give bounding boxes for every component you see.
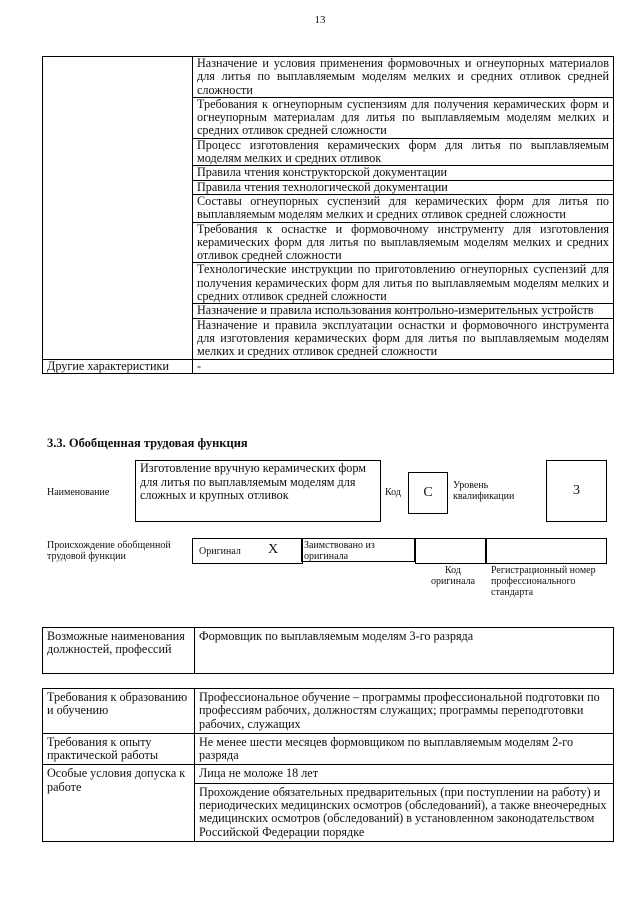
table-cell: Технологические инструкции по приготовлению огнеупорных суспензий для получения керамических форм для литья по выплавляемым моделям мелких и средних отливок средней сложности — [193, 263, 614, 304]
borrowed-box: Заимствовано из оригинала — [301, 538, 415, 562]
table-cell: Правила чтения технологической документации — [193, 180, 614, 194]
access-value-medical: Прохождение обязательных предварительных (при поступлении на работу) и периодических медицинских осмотров (обследований), а также внеочередных медицинских осмотров (обследований) в установленном законодательством Российской Федерации порядке — [195, 783, 614, 841]
positions-table — [42, 627, 614, 674]
table-cell: Назначение и условия применения формовочных и огнеупорных материалов для литья по выплавляемым моделям мелких и средних отливок средней сложности — [193, 57, 614, 98]
origin-label: Происхождение обобщенной трудовой функции — [47, 540, 171, 562]
name-label: Наименование — [47, 487, 110, 498]
original-mark: X — [268, 542, 279, 557]
table-cell: Правила чтения конструкторской документации — [193, 166, 614, 180]
requirements-table — [42, 688, 614, 842]
original-label: Оригинал — [199, 546, 241, 557]
page-number: 13 — [314, 14, 326, 26]
table-cell: Назначение и правила использования контрольно-измерительных устройств — [193, 304, 614, 318]
section-title: 3.3. Обобщенная трудовая функция — [47, 436, 248, 450]
other-characteristics-label: Другие характеристики — [43, 359, 193, 373]
code-value-box: C — [408, 472, 448, 514]
table-row — [43, 57, 614, 98]
education-value: Профессиональное обучение – программы профессиональной подготовки по профессиям рабочих, должностям служащих; программы переподготовки рабочих, служащих — [195, 689, 614, 734]
table-row — [43, 765, 614, 783]
experience-label: Требования к опыту практической работы — [43, 733, 195, 765]
code-label: Код — [385, 487, 401, 498]
registration-number-box — [485, 538, 607, 564]
table-row — [43, 689, 614, 734]
positions-value: Формовщик по выплавляемым моделям 3-го разряда — [195, 628, 614, 674]
table-row — [43, 359, 614, 373]
access-label: Особые условия допуска к работе — [43, 765, 195, 841]
table-cell: Назначение и правила эксплуатации оснастки и формовочного инструмента для изготовления керамических форм для литья по выплавляемым моделям мелких и средних отливок средней сложности — [193, 318, 614, 359]
table-row — [43, 733, 614, 765]
access-value-age: Лица не моложе 18 лет — [195, 765, 614, 783]
level-value-box: 3 — [546, 460, 607, 522]
experience-value: Не менее шести месяцев формовщиком по выплавляемым моделям 2-го разряда — [195, 733, 614, 765]
positions-label: Возможные наименования должностей, профессий — [43, 628, 195, 674]
registration-caption: Регистрационный номер профессионального стандарта — [491, 565, 596, 598]
table-cell: Составы огнеупорных суспензий для керамических форм для литья по выплавляемым моделям мелких и средних отливок средней сложности — [193, 194, 614, 222]
table-cell: Требования к оснастке и формовочному инструменту для изготовления керамических форм для литья по выплавляемым моделям мелких и средних отливок средней сложности — [193, 222, 614, 263]
table-cell: Процесс изготовления керамических форм для литья по выплавляемым моделям мелких и средних отливок — [193, 138, 614, 166]
row-label-cell — [43, 57, 193, 360]
original-code-box — [415, 538, 487, 564]
other-characteristics-value: - — [193, 359, 614, 373]
table-row — [43, 628, 614, 674]
education-label: Требования к образованию и обучению — [43, 689, 195, 734]
code-caption: Код оригинала — [430, 565, 476, 587]
knowledge-table — [42, 56, 614, 374]
table-cell: Требования к огнеупорным суспензиям для получения керамических форм и огнеупорным материалам для литья по выплавляемым моделям мелких и средних отливок средней сложности — [193, 97, 614, 138]
function-name-box: Изготовление вручную керамических форм для литья по выплавляемым моделям для сложных и крупных отливок — [135, 460, 381, 522]
level-label: Уровень квалификации — [453, 480, 515, 502]
